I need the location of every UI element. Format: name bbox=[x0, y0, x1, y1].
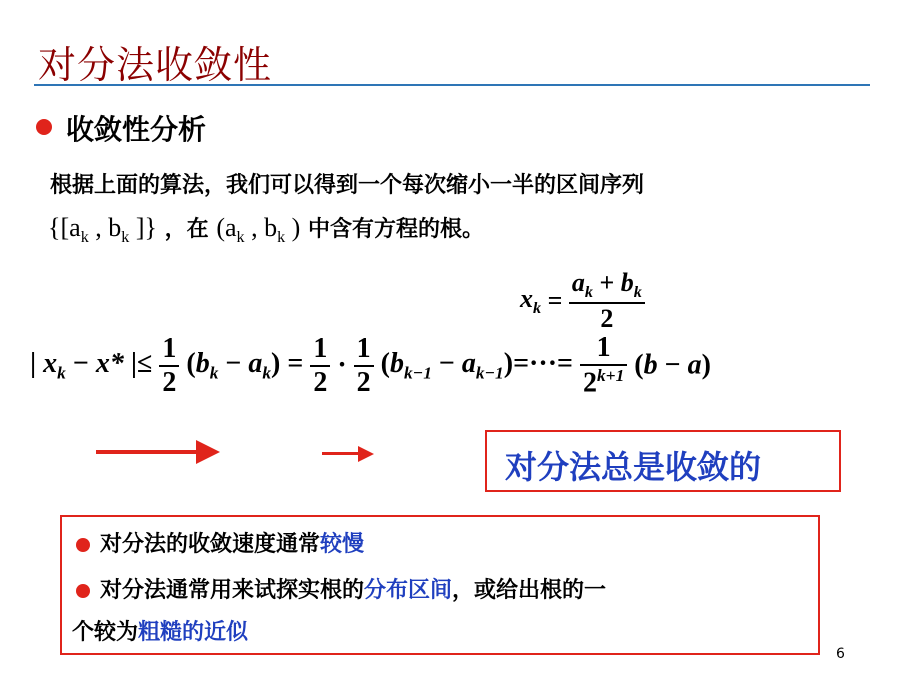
note-item-speed bbox=[76, 527, 364, 558]
intro-line-1: 根据上面的算法，我们可以得到一个每次缩小一半的区间序列 bbox=[50, 173, 645, 198]
intro-line-2 bbox=[48, 212, 484, 247]
note-item-usage-suffix: ，或给出根的一 bbox=[452, 578, 607, 603]
note-item-usage-cont-text: 个较为 bbox=[72, 620, 139, 645]
conclusion-box bbox=[485, 430, 841, 492]
half-fraction: $\frac{1}{2}$ bbox=[310, 333, 330, 399]
bullet-dot-icon bbox=[76, 584, 90, 598]
bullet-dot-icon bbox=[76, 538, 90, 552]
page-number: 6 bbox=[836, 646, 845, 662]
interval-formula: ($a_k$ , $b_k$ ) bbox=[216, 213, 301, 247]
half-fraction: $\frac{1}{2}$ bbox=[159, 333, 179, 399]
section-heading: 收敛性分析 bbox=[66, 113, 207, 146]
note-item-usage-text: 对分法通常用来试探实根的 bbox=[100, 578, 365, 603]
note-item-usage-cont-highlight: 粗糙的近似 bbox=[138, 620, 249, 645]
arrow-right-small-icon bbox=[322, 446, 374, 462]
title-divider bbox=[34, 84, 870, 86]
note-item-usage-continuation bbox=[72, 615, 248, 646]
note-item-speed-text: 对分法的收敛速度通常 bbox=[100, 532, 321, 557]
intro-line-2-tail: 中含有方程的根。 bbox=[307, 217, 484, 242]
note-item-usage-highlight: 分布区间 bbox=[364, 578, 453, 603]
midpoint-formula: $x_k$ = $\frac{a_k + b_k}{2}$ bbox=[520, 268, 645, 334]
note-item-speed-highlight: 较慢 bbox=[320, 532, 365, 557]
arrow-right-icon bbox=[96, 440, 222, 464]
half-fraction: $\frac{1}{2}$ bbox=[354, 333, 374, 399]
interval-sequence-formula: {[$a_k$ , $b_k$ ]} bbox=[48, 213, 157, 247]
slide-title: 对分法收敛性 bbox=[38, 43, 273, 87]
intro-line-2-connector: ，在 bbox=[164, 217, 209, 242]
midpoint-fraction: $\frac{a_k + b_k}{2}$ bbox=[569, 268, 645, 334]
power-fraction: $\frac{1}{2^{k+1}}$ bbox=[580, 332, 627, 399]
error-bound-formula: | $x_k - x*$ |≤ $\frac{1}{2}$ $(b_k - a_k)$ = $\frac{1}{2}$ · $\frac{1}{2}$ $(b_{k-1} - a_{k-1})=\cdot\cdot\cdot=$ $\frac{1}{2^{k+1}}$ (b − a) bbox=[30, 332, 711, 399]
bullet-dot-icon bbox=[36, 119, 52, 135]
conclusion-text: 对分法总是收敛的 bbox=[505, 448, 762, 486]
note-item-usage bbox=[76, 573, 606, 604]
notes-box bbox=[60, 515, 820, 655]
